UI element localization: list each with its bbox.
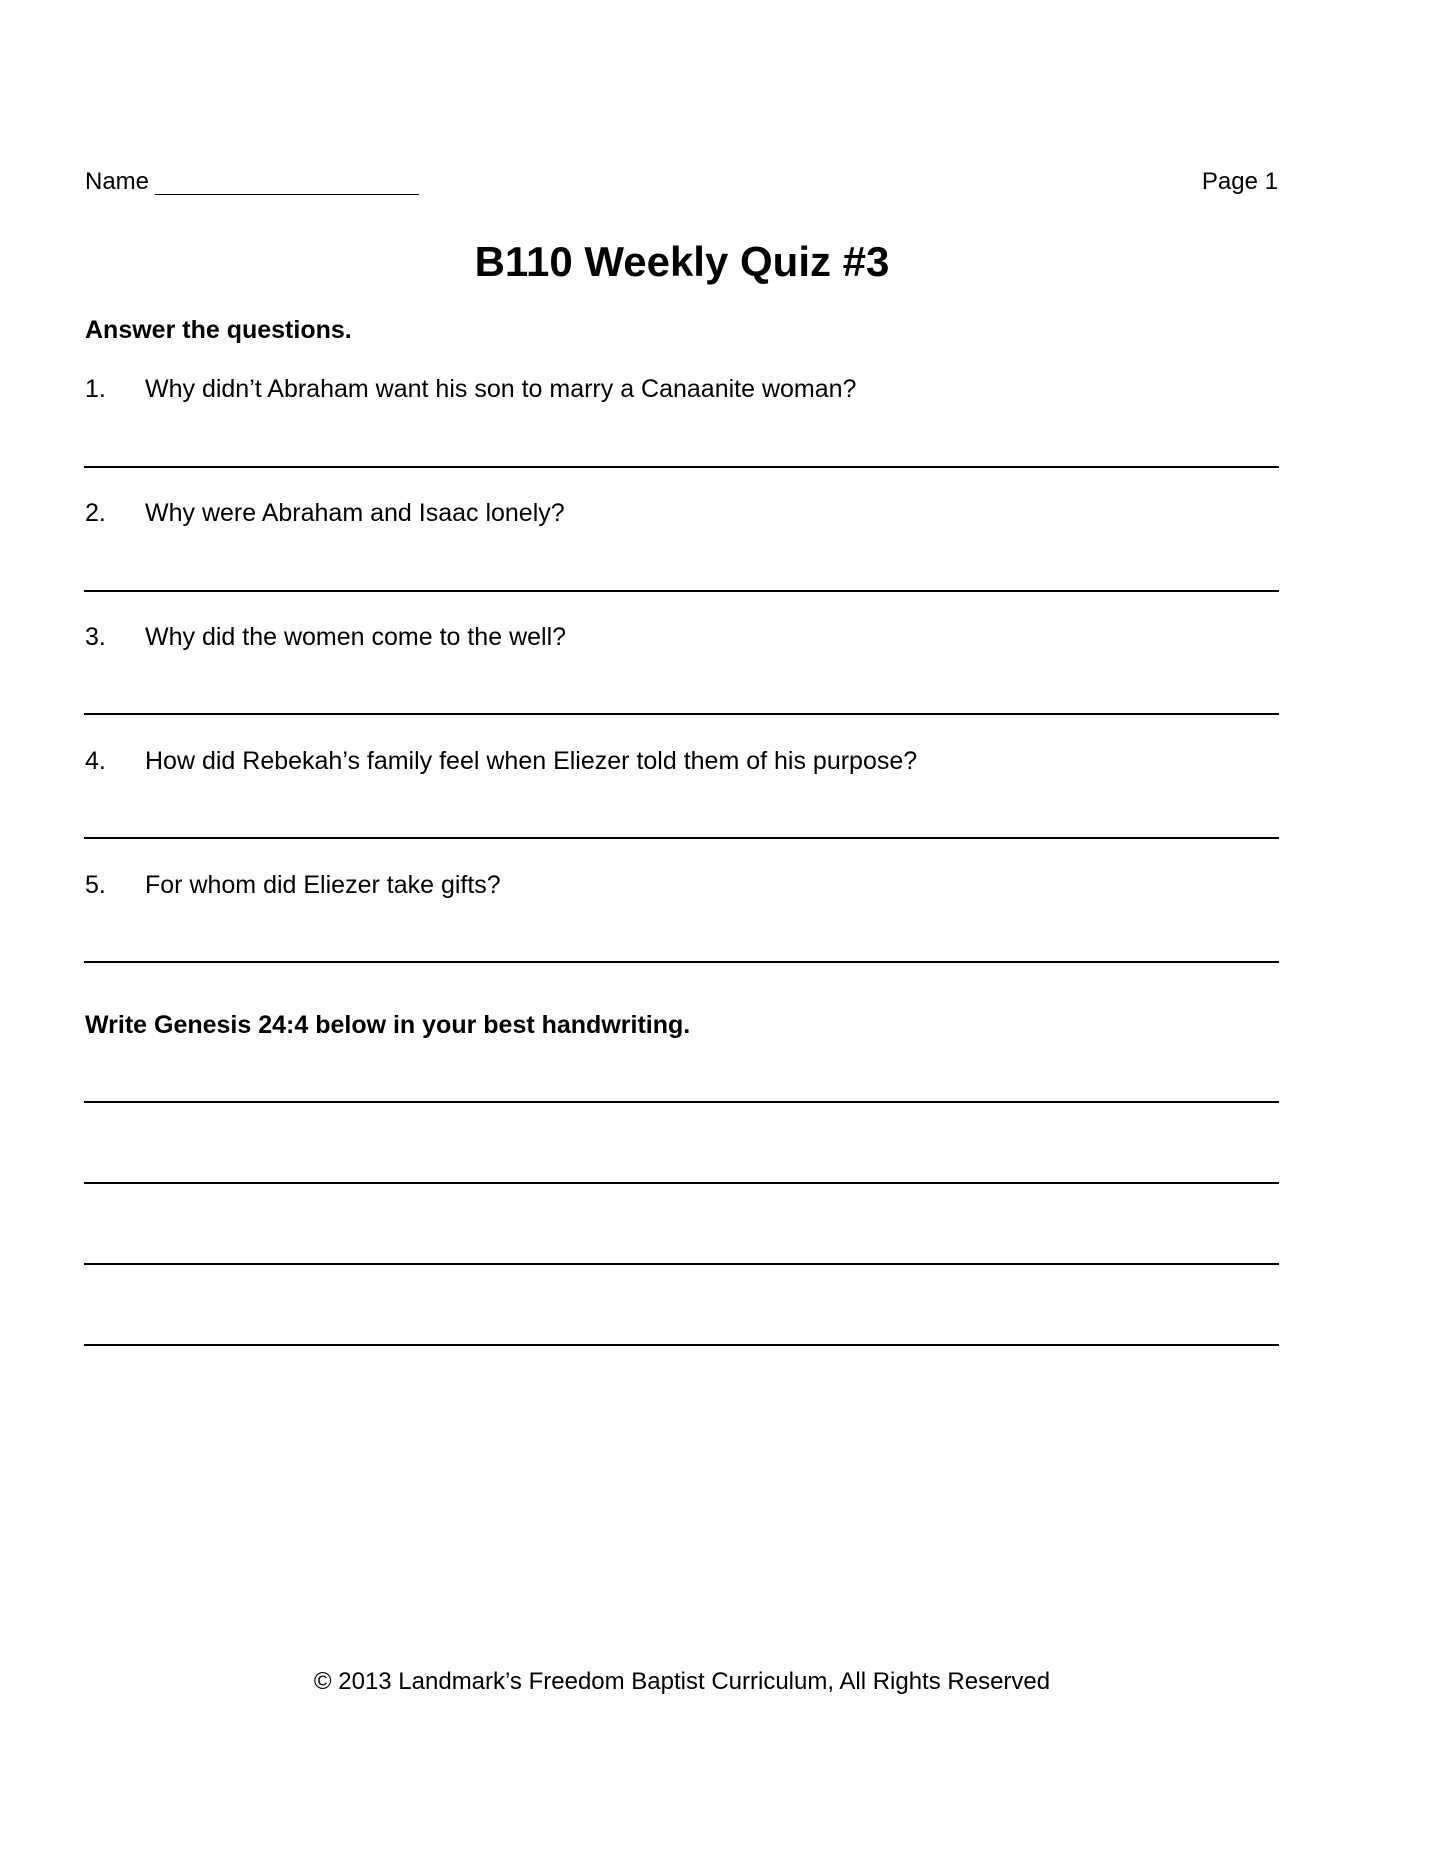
answer-line[interactable]: [84, 466, 1279, 468]
section-instruction-handwriting: Write Genesis 24:4 below in your best handwriting.: [85, 1011, 691, 1039]
question-text: How did Rebekah’s family feel when Eliezer told them of his purpose?: [145, 747, 918, 775]
answer-line[interactable]: [84, 961, 1279, 963]
header-row: [85, 168, 1278, 204]
question-number: 2.: [85, 499, 106, 527]
page-number: Page 1: [1201, 168, 1278, 195]
answer-line[interactable]: [84, 837, 1279, 839]
name-label: Name: [85, 168, 150, 195]
question-number: 3.: [85, 623, 106, 651]
handwriting-line[interactable]: [84, 1182, 1279, 1184]
handwriting-line[interactable]: [84, 1344, 1279, 1346]
answer-line[interactable]: [84, 713, 1279, 715]
handwriting-line[interactable]: [84, 1263, 1279, 1265]
question-text: For whom did Eliezer take gifts?: [145, 871, 501, 899]
question-text: Why were Abraham and Isaac lonely?: [145, 499, 565, 527]
answer-line[interactable]: [84, 590, 1279, 592]
question-text: Why did the women come to the well?: [145, 623, 567, 651]
section-instruction-answer: Answer the questions.: [85, 316, 352, 344]
page-title: B110 Weekly Quiz #3: [474, 238, 890, 285]
handwriting-line[interactable]: [84, 1101, 1279, 1103]
question-number: 1.: [85, 375, 106, 403]
question-number: 4.: [85, 747, 106, 775]
question-number: 5.: [85, 871, 106, 899]
name-blank-line[interactable]: [155, 194, 419, 195]
copyright-footer: © 2013 Landmark’s Freedom Baptist Curriculum, All Rights Reserved: [313, 1668, 1051, 1695]
question-text: Why didn’t Abraham want his son to marry a Canaanite woman?: [145, 375, 857, 403]
